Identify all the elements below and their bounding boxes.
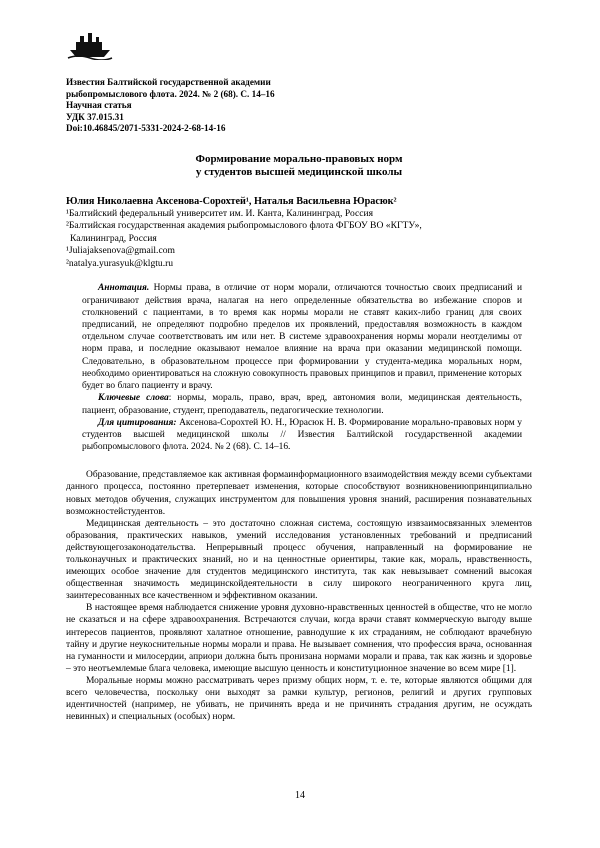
keywords [82, 392, 522, 416]
citation-label: Для цитирования: [98, 417, 177, 428]
article-title-line2: у студентов высшей медицинской школы [195, 165, 403, 178]
body-paragraph-3: В настоящее время наблюдается снижение уровня духовно-нравственных ценностей в обществе, что не могло не сказаться и на сфере здравоохранения. Встречаются случаи, когда врачи ставят коммерческую выгоду выше интересов пациентов, проявляют халатное отношение, равнодушие к их страданиям, не соблюдают врачебную тайну и другие неукоснительные нормы морали и права. Не вызывает сомнения, что профессия врача, основанная на гуманности и милосердии, априори должна быть пронизана нормами морали и права, так как жизнь и здоровье – это неотъемлемые блага человека, имеющие высшую ценность и конституционное значение во всем мире [1]. [66, 603, 532, 674]
abstract-text: Нормы права, в отличие от норм морали, отличаются точностью своих предписаний и ограничивают действия врача, налагая на него определенные обязательства во избежание споров и столкновений с пациентами, в то время как нормы морали не ставят каких-либо границ для своих предписаний, не определяют подробно пределов их проявлений, предоставляя возможность в каждом отдельном случае соответствовать им или нет. В системе здравоохранения нормы морали неотделимы от норм права, и последние оказывают немалое влияние на врача при оказании медицинской помощи. Следовательно, в образовательном процессе при формировании у студента-медика моральных норм, необходимо ориентироваться на сложную совокупность правовых принципов и правил, применение которых будет во благо пациенту и врачу. [82, 283, 522, 392]
article-title-line1: Формирование морально-правовых норм [195, 152, 403, 165]
abstract-block [66, 282, 532, 453]
page-number: 14 [295, 790, 305, 801]
journal-name-line1: Известия Балтийской государственной академии [66, 77, 271, 87]
doi: Doi:10.46845/2071-5331-2024-2-68-14-16 [66, 123, 226, 133]
body-paragraph-1: Образование, представляемое как активная формаинформационного взаимодействия между всеми субъектами данного процесса, постоянно претерпевает изменения, которые способствуют возникновениюпринципиально новых методов обучения, служащих инструментом для повышения уровня знаний, расширения познавательных возможностейстудентов. [66, 470, 532, 517]
authors: Юлия Николаевна Аксенова-Сорохтей¹, Наталья Васильевна Юрасюк² [66, 195, 397, 207]
body-paragraph-4: Моральные нормы можно рассматривать через призму общих норм, т. е. те, которые являются общими для всего человечества, поскольку они выходят за рамки культур, регионов, религий и других групповых идентичностей (например, не убивать, не причинять вреда и не причинять страдания другим, не осуждать невинных) и специальных (особых) норм. [66, 675, 532, 723]
page-content [66, 28, 532, 723]
body-paragraph-2: Медицинская деятельность – это достаточно сложная система, состоящую извзаимосвязанных элементов образования, практических навыков, умений исследования установленных требований и предписаний действующегозаконодательства. Непрерывный процесс обучения, направленный на формирование не тольконаучных и практических знаний, но и на ценностные ориентиры, такие как, мораль, нравственность, имеющих особое значение для студентов медицинского института, так как невызывает сомнений высокая общественная значимость медицинскойдеятельности в силу широкого неограниченного круга лиц, заинтересованных все качественном и эффективном оказании. [66, 518, 532, 602]
journal-info [66, 77, 532, 135]
article-body [66, 469, 532, 723]
journal-name-line2: рыбопромыслового флота. 2024. № 2 (68). С. 14–16 [66, 88, 275, 99]
keywords-label: Ключевые слова [98, 393, 169, 404]
affiliation-2-line1: ²Балтийская государственная академия рыбопромыслового флота ФГБОУ ВО «КГТУ», [66, 220, 422, 232]
affiliations [66, 208, 532, 271]
citation-text: Аксенова-Сорохтей Ю. Н., Юрасюк Н. В. Формирование морально-правовых норм у студентов высшей медицинской школы // Известия Балтийской государственной академии рыбопромыслового флота. 2024. № 2 (68). С. 14–16. [82, 417, 522, 453]
author-email-2: ²natalya.yurasyuk@klgtu.ru [66, 257, 174, 269]
author-email-1: ¹Juliajaksenova@gmail.com [66, 245, 175, 257]
keywords-text: : нормы, мораль, право, врач, вред, автономия воли, медицинская деятельность, пациент, образование, студент, преподаватель, педагогические технологии. [82, 393, 523, 416]
udc-code: УДК 37.015.31 [66, 111, 124, 122]
journal-logo-icon [66, 28, 114, 60]
article-type: Научная статья [66, 100, 132, 110]
affiliation-1: ¹Балтийский федеральный университет им. И. Канта, Калининград, Россия [66, 207, 374, 219]
affiliation-2-line2: Калининград, Россия [70, 232, 157, 244]
article-title [66, 153, 532, 179]
abstract [82, 282, 522, 392]
abstract-label: Аннотация. [98, 283, 150, 294]
citation [82, 417, 522, 454]
